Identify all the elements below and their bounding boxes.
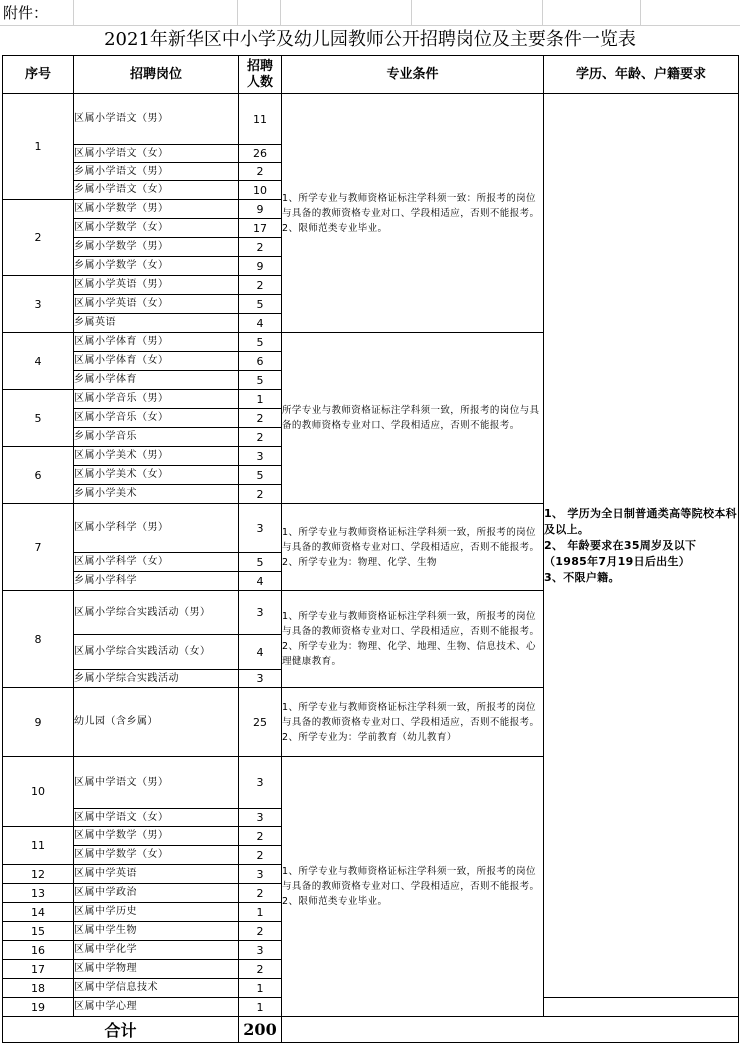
major-requirement-text: 1、所学专业与教师资格证标注学科须一致，所报考的岗位与具备的教师资格专业对口、学段相适应，否则不能报考。 2、所学专业为：物理、化学、生物 xyxy=(282,526,540,568)
total-row xyxy=(3,1017,739,1043)
position-cell: 区属小学综合实践活动（女） xyxy=(74,635,239,670)
position-cell: 乡属小学科学 xyxy=(74,572,239,591)
group-number: 19 xyxy=(3,998,74,1017)
count-cell: 9 xyxy=(239,200,282,219)
position-cell: 乡属小学数学（男） xyxy=(74,238,239,257)
count-cell: 9 xyxy=(239,257,282,276)
count-cell: 2 xyxy=(239,485,282,504)
position-cell: 区属中学物理 xyxy=(74,960,239,979)
position-cell: 乡属小学语文（女） xyxy=(74,181,239,200)
count-cell: 1 xyxy=(239,998,282,1017)
position-cell: 乡属小学综合实践活动 xyxy=(74,670,239,688)
position-cell: 乡属小学美术 xyxy=(74,485,239,504)
position-cell: 区属中学语文（男） xyxy=(74,757,239,809)
header-count xyxy=(239,56,282,94)
attachment-label: 附件： xyxy=(3,4,49,22)
total-empty-cell xyxy=(282,1017,739,1043)
header-row xyxy=(3,56,739,94)
count-cell: 4 xyxy=(239,314,282,333)
count-cell: 4 xyxy=(239,635,282,670)
header-position: 招聘岗位 xyxy=(74,56,239,94)
position-cell: 区属小学语文（女） xyxy=(74,145,239,163)
group-number: 10 xyxy=(3,757,74,827)
position-cell: 区属小学音乐（男） xyxy=(74,390,239,409)
gridline xyxy=(73,0,74,26)
position-cell: 区属小学体育（女） xyxy=(74,352,239,371)
count-cell: 5 xyxy=(239,371,282,390)
group-number: 14 xyxy=(3,903,74,922)
count-cell: 1 xyxy=(239,390,282,409)
major-requirement xyxy=(282,94,544,333)
recruitment-table xyxy=(2,55,739,1043)
major-requirement xyxy=(282,688,544,757)
position-cell: 乡属小学音乐 xyxy=(74,428,239,447)
gridline xyxy=(237,0,238,26)
count-cell: 1 xyxy=(239,903,282,922)
position-cell: 区属中学语文（女） xyxy=(74,809,239,827)
group-number: 3 xyxy=(3,276,74,333)
position-cell: 区属中学生物 xyxy=(74,922,239,941)
count-cell: 17 xyxy=(239,219,282,238)
group-number: 12 xyxy=(3,865,74,884)
position-cell: 区属中学英语 xyxy=(74,865,239,884)
edu-empty-cell xyxy=(544,998,739,1017)
major-requirement xyxy=(282,757,544,1017)
gridline xyxy=(640,0,641,26)
position-cell: 区属中学信息技术 xyxy=(74,979,239,998)
position-cell: 乡属小学数学（女） xyxy=(74,257,239,276)
group-number: 5 xyxy=(3,390,74,447)
gridline xyxy=(0,25,740,26)
edu-requirement xyxy=(544,94,739,998)
header-count-line1: 招聘 xyxy=(246,58,273,74)
group-number: 6 xyxy=(3,447,74,504)
count-cell: 25 xyxy=(239,688,282,757)
count-cell: 4 xyxy=(239,572,282,591)
position-cell: 区属小学音乐（女） xyxy=(74,409,239,428)
count-cell: 5 xyxy=(239,333,282,352)
major-requirement-text: 1、所学专业与教师资格证标注学科须一致：所报考的岗位与具备的教师资格专业对口、学段相适应，否则不能报考。 2、限师范类专业毕业。 xyxy=(282,192,540,234)
major-requirement xyxy=(282,591,544,688)
count-cell: 5 xyxy=(239,553,282,572)
position-cell: 乡属小学体育 xyxy=(74,371,239,390)
count-cell: 3 xyxy=(239,591,282,635)
group-number: 1 xyxy=(3,94,74,200)
count-cell: 5 xyxy=(239,295,282,314)
page-title: 2021年新华区中小学及幼儿园教师公开招聘岗位及主要条件一览表 xyxy=(104,29,636,50)
position-cell: 区属小学数学（女） xyxy=(74,219,239,238)
position-cell: 乡属英语 xyxy=(74,314,239,333)
position-cell: 区属中学化学 xyxy=(74,941,239,960)
count-cell: 26 xyxy=(239,145,282,163)
position-cell: 区属小学综合实践活动（男） xyxy=(74,591,239,635)
count-cell: 2 xyxy=(239,960,282,979)
total-value: 200 xyxy=(239,1017,282,1043)
count-cell: 5 xyxy=(239,466,282,485)
table-row xyxy=(3,94,739,145)
header-count-line2: 人数 xyxy=(246,74,273,90)
header-edu: 学历、年龄、户籍要求 xyxy=(544,56,739,94)
position-cell: 区属小学体育（男） xyxy=(74,333,239,352)
count-cell: 11 xyxy=(239,94,282,145)
count-cell: 2 xyxy=(239,238,282,257)
count-cell: 2 xyxy=(239,884,282,903)
major-requirement xyxy=(282,333,544,504)
gridline xyxy=(542,0,543,26)
count-cell: 3 xyxy=(239,865,282,884)
group-number: 8 xyxy=(3,591,74,688)
count-cell: 1 xyxy=(239,979,282,998)
position-cell: 区属中学数学（女） xyxy=(74,846,239,865)
major-requirement-text: 1、所学专业与教师资格证标注学科须一致，所报考的岗位与具备的教师资格专业对口、学段相适应，否则不能报考。 2、限师范类专业毕业。 xyxy=(282,866,540,907)
total-label: 合计 xyxy=(3,1017,239,1043)
count-cell: 2 xyxy=(239,827,282,846)
group-number: 11 xyxy=(3,827,74,865)
gridline xyxy=(280,0,281,26)
group-number: 17 xyxy=(3,960,74,979)
header-major: 专业条件 xyxy=(282,56,544,94)
position-cell: 区属中学数学（男） xyxy=(74,827,239,846)
position-cell: 区属中学心理 xyxy=(74,998,239,1017)
group-number: 9 xyxy=(3,688,74,757)
major-requirement-text: 所学专业与教师资格证标注学科须一致，所报考的岗位与具备的教师资格专业对口、学段相适应，否则不能报考。 xyxy=(282,405,540,431)
group-number: 4 xyxy=(3,333,74,390)
major-requirement-text: 1、所学专业与教师资格证标注学科须一致，所报考的岗位与具备的教师资格专业对口、学段相适应，否则不能报考。 2、所学专业为：学前教育（幼儿教育） xyxy=(282,701,540,743)
group-number: 2 xyxy=(3,200,74,276)
count-cell: 3 xyxy=(239,757,282,809)
count-cell: 2 xyxy=(239,846,282,865)
group-number: 7 xyxy=(3,504,74,591)
position-cell: 区属小学英语（男） xyxy=(74,276,239,295)
count-cell: 3 xyxy=(239,504,282,553)
count-cell: 3 xyxy=(239,670,282,688)
major-requirement xyxy=(282,504,544,591)
edu-requirement-text: 1、 学历为全日制普通类高等院校本科及以上。 2、 年龄要求在35周岁及以下（1985年7月19日后出生） 3、不限户籍。 xyxy=(544,506,737,584)
count-cell: 10 xyxy=(239,181,282,200)
count-cell: 2 xyxy=(239,163,282,181)
count-cell: 3 xyxy=(239,447,282,466)
count-cell: 2 xyxy=(239,276,282,295)
group-number: 15 xyxy=(3,922,74,941)
position-cell: 幼儿园（含乡属） xyxy=(74,688,239,757)
position-cell: 区属小学美术（男） xyxy=(74,447,239,466)
group-number: 13 xyxy=(3,884,74,903)
position-cell: 区属小学科学（男） xyxy=(74,504,239,553)
count-cell: 2 xyxy=(239,922,282,941)
count-cell: 2 xyxy=(239,409,282,428)
position-cell: 区属小学语文（男） xyxy=(74,94,239,145)
position-cell: 区属小学数学（男） xyxy=(74,200,239,219)
position-cell: 区属小学科学（女） xyxy=(74,553,239,572)
count-cell: 3 xyxy=(239,941,282,960)
count-cell: 3 xyxy=(239,809,282,827)
count-cell: 6 xyxy=(239,352,282,371)
group-number: 16 xyxy=(3,941,74,960)
header-no: 序号 xyxy=(3,56,74,94)
gridline xyxy=(411,0,412,26)
position-cell: 乡属小学语文（男） xyxy=(74,163,239,181)
position-cell: 区属中学政治 xyxy=(74,884,239,903)
position-cell: 区属小学英语（女） xyxy=(74,295,239,314)
major-requirement-text: 1、所学专业与教师资格证标注学科须一致，所报考的岗位与具备的教师资格专业对口、学段相适应，否则不能报考。 2、所学专业为：物理、化学、地理、生物、信息技术、心理健康教育。 xyxy=(282,611,540,667)
count-cell: 2 xyxy=(239,428,282,447)
group-number: 18 xyxy=(3,979,74,998)
position-cell: 区属小学美术（女） xyxy=(74,466,239,485)
position-cell: 区属中学历史 xyxy=(74,903,239,922)
